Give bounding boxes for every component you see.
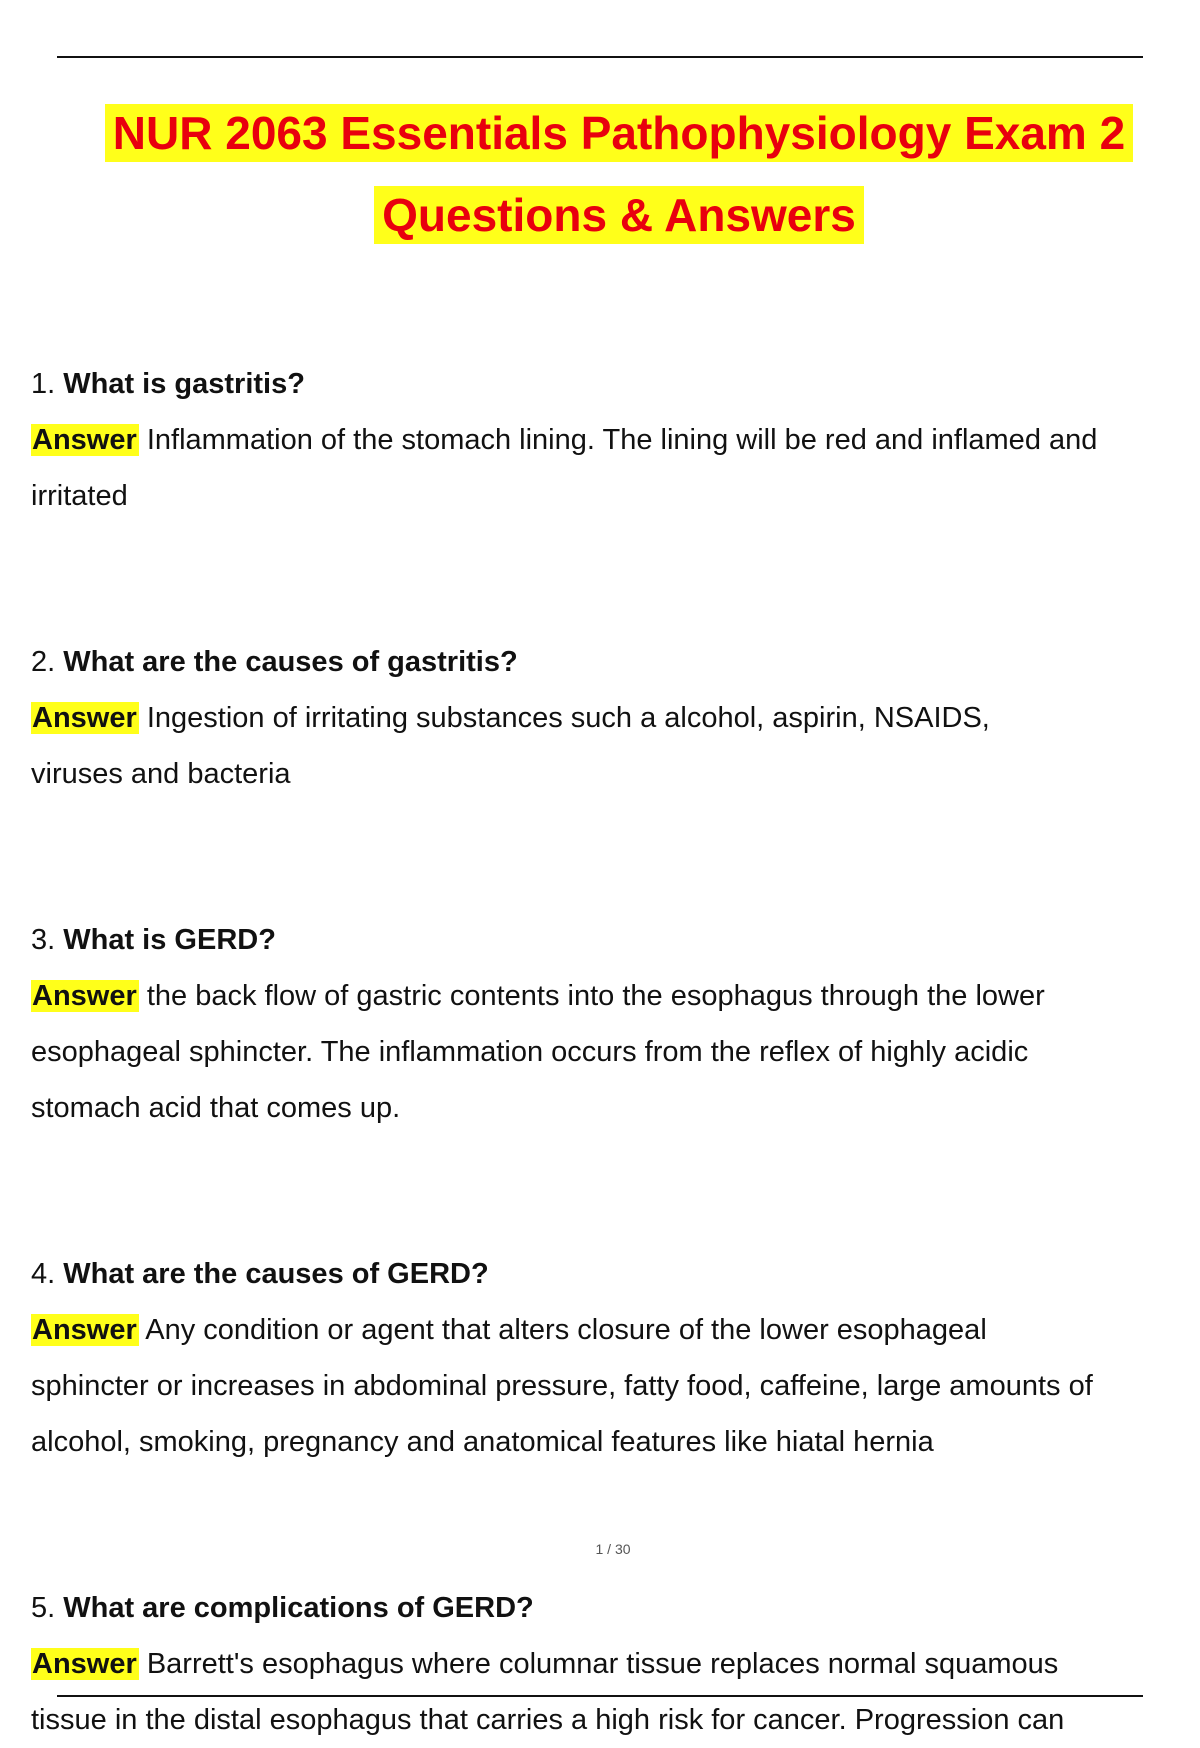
question-text: What is gastritis? [63,368,305,400]
answer-label: Answer [32,702,137,734]
top-rule [57,56,1143,58]
qa-item-2 [31,634,1200,802]
answer-line [31,968,1200,1024]
answer-line: tissue in the distal esophagus that carries a high risk for cancer. Progression can [31,1704,1065,1736]
qa-item-4 [31,1246,1200,1470]
title-line-1: NUR 2063 Essentials Pathophysiology Exam 2 [105,104,1133,162]
answer-line: alcohol, smoking, pregnancy and anatomical features like hiatal hernia [31,1426,934,1458]
bottom-rule [57,1695,1143,1697]
answer-label: Answer [32,1314,137,1346]
answer-label: Answer [32,980,137,1012]
answer-4 [31,1302,1200,1470]
question-5 [31,1580,1200,1636]
question-text: What are the causes of gastritis? [63,646,518,678]
answer-3 [31,968,1200,1136]
question-1 [31,356,1200,412]
answer-text: Ingestion of irritating substances such a alcohol, aspirin, NSAIDS, [146,702,990,734]
question-2 [31,634,1200,690]
answer-line: irritated [31,480,128,512]
page-indicator: 1 / 30 [595,1541,631,1557]
answer-text: Barrett's esophagus where columnar tissue replaces normal squamous [146,1648,1059,1680]
answer-5 [31,1636,1200,1748]
qa-item-3 [31,912,1200,1136]
answer-line [31,412,1200,468]
answer-text: Any condition or agent that alters closure of the lower esophageal [145,1314,987,1346]
question-3 [31,912,1200,968]
answer-line [31,690,1200,746]
answer-line [31,1636,1200,1692]
question-number: 3. [31,924,56,956]
question-number: 1. [31,368,56,400]
answer-line [31,1302,1200,1358]
question-number: 4. [31,1258,56,1290]
question-text: What is GERD? [63,924,276,956]
answer-line: stomach acid that comes up. [31,1092,401,1124]
answer-2 [31,690,1200,802]
title-line-2: Questions & Answers [374,186,864,244]
answer-1 [31,412,1200,524]
qa-list [31,356,1200,1748]
qa-item-1 [31,356,1200,524]
question-number: 5. [31,1592,56,1624]
answer-line: sphincter or increases in abdominal pressure, fatty food, caffeine, large amounts of [31,1370,1093,1402]
answer-text: the back flow of gastric contents into the esophagus through the lower [146,980,1045,1012]
answer-text: Inflammation of the stomach lining. The lining will be red and inflamed and [146,424,1098,456]
answer-label: Answer [32,424,137,456]
question-number: 2. [31,646,56,678]
question-4 [31,1246,1200,1302]
answer-label: Answer [32,1648,137,1680]
answer-line: viruses and bacteria [31,758,291,790]
question-text: What are the causes of GERD? [63,1258,489,1290]
question-text: What are complications of GERD? [63,1592,534,1624]
answer-line: esophageal sphincter. The inflammation occurs from the reflex of highly acidic [31,1036,1029,1068]
document-title [0,104,1200,244]
qa-item-5 [31,1580,1200,1748]
